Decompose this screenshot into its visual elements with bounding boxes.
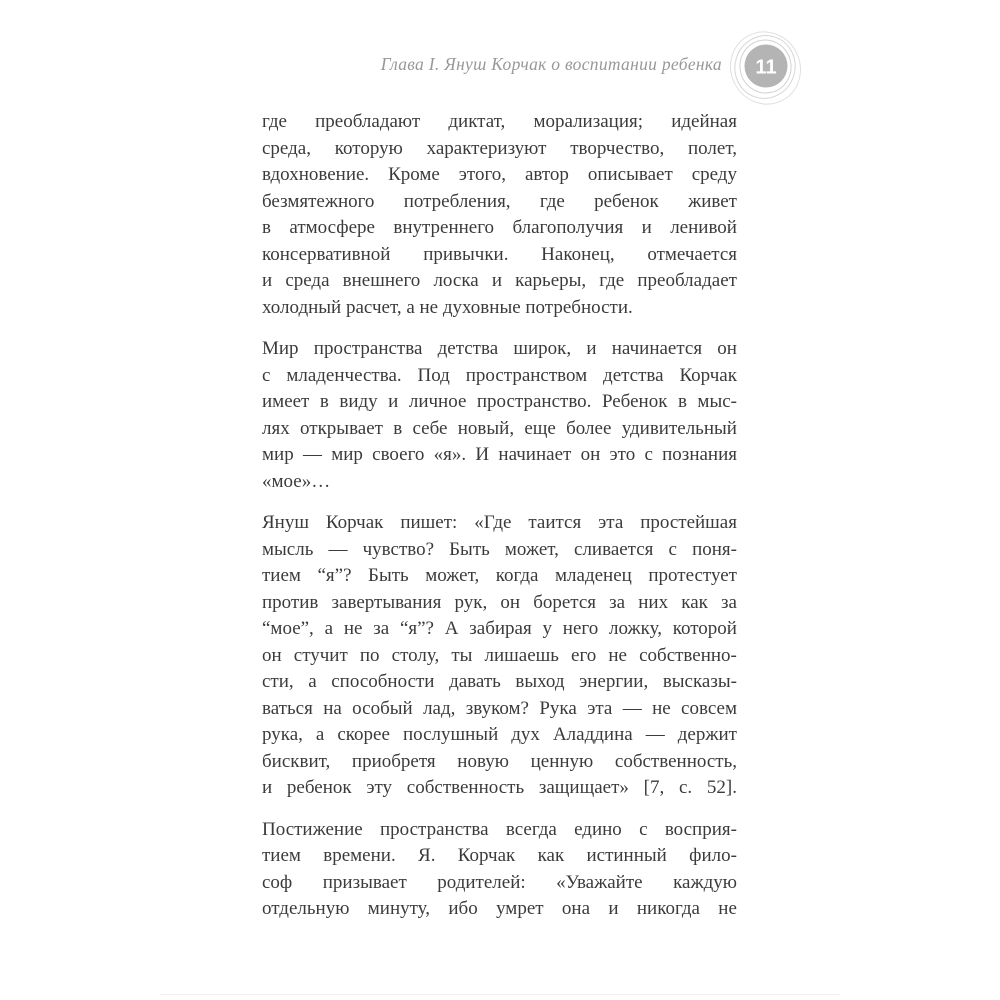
text-line: безмятежного потребления, где ребенок живет: [262, 190, 737, 212]
text-line: имеет в виду и личное пространство. Ребенок в мыс-: [262, 391, 737, 412]
text-line: и ребенок эту собственность защищает» [7, с. 52].: [262, 777, 737, 798]
text-line: лях открывает в себе новый, еще более удивительный: [262, 417, 737, 439]
chapter-title: Глава I. Януш Корчак о воспитании ребенка: [380, 54, 722, 74]
text-line: с младенчества. Под пространством детства Корчак: [262, 364, 737, 386]
text-line: рука, а скорее послушный дух Аладдина — держит: [262, 724, 737, 745]
paragraph: [262, 109, 737, 321]
paragraph: [262, 510, 737, 802]
text-line: «мое»…: [262, 470, 331, 492]
text-line: бисквит, приобретя новую ценную собственность,: [262, 750, 737, 772]
text-line: мысль — чувство? Быть может, сливается с поня-: [262, 538, 737, 560]
text-line: тием времени. Я. Корчак как истинный фило-: [262, 845, 737, 866]
text-line: сти, а способности давать выход энергии, высказы-: [262, 671, 737, 692]
text-line: где преобладают диктат, морализация; идейная: [262, 111, 737, 132]
paragraph: [262, 817, 737, 923]
text-line: он стучит по столу, ты лишаешь его не собственно-: [262, 644, 737, 666]
text-line: Постижение пространства всегда едино с восприя-: [262, 818, 737, 840]
text-line: “мое”, а не за “я”? А забирая у него ложку, которой: [262, 618, 737, 639]
text-line: отдельную минуту, ибо умрет она и никогда не: [262, 898, 737, 919]
paragraph: [262, 336, 737, 495]
text-line: среда, которую характеризуют творчество, полет,: [262, 137, 737, 159]
text-line: в атмосфере внутреннего благополучия и ленивой: [262, 217, 737, 238]
text-line: Мир пространства детства широк, и начинается он: [262, 338, 737, 359]
running-header: [381, 54, 722, 75]
text-line: соф призывает родителей: «Уважайте каждую: [262, 871, 737, 893]
page-edge-shadow: [160, 994, 840, 995]
page-number: 11: [755, 56, 777, 79]
text-line: вдохновение. Кроме этого, автор описывает среду: [262, 164, 737, 185]
text-line: ваться на особый лад, звуком? Рука эта — не совсем: [262, 697, 737, 719]
text-line: мир — мир своего «я». И начинает он это с познания: [262, 444, 737, 465]
text-line: холодный расчет, а не духовные потребности.: [262, 296, 633, 318]
page-number-badge: [718, 18, 814, 114]
text-line: против завертывания рук, он борется за них как за: [262, 591, 737, 613]
text-column: [262, 109, 737, 938]
text-line: Януш Корчак пишет: «Где таится эта простейшая: [262, 512, 737, 533]
text-line: и среда внешнего лоска и карьеры, где преобладает: [262, 270, 737, 291]
text-line: консервативной привычки. Наконец, отмечается: [262, 243, 737, 265]
text-line: тием “я”? Быть может, когда младенец протестует: [262, 565, 737, 586]
